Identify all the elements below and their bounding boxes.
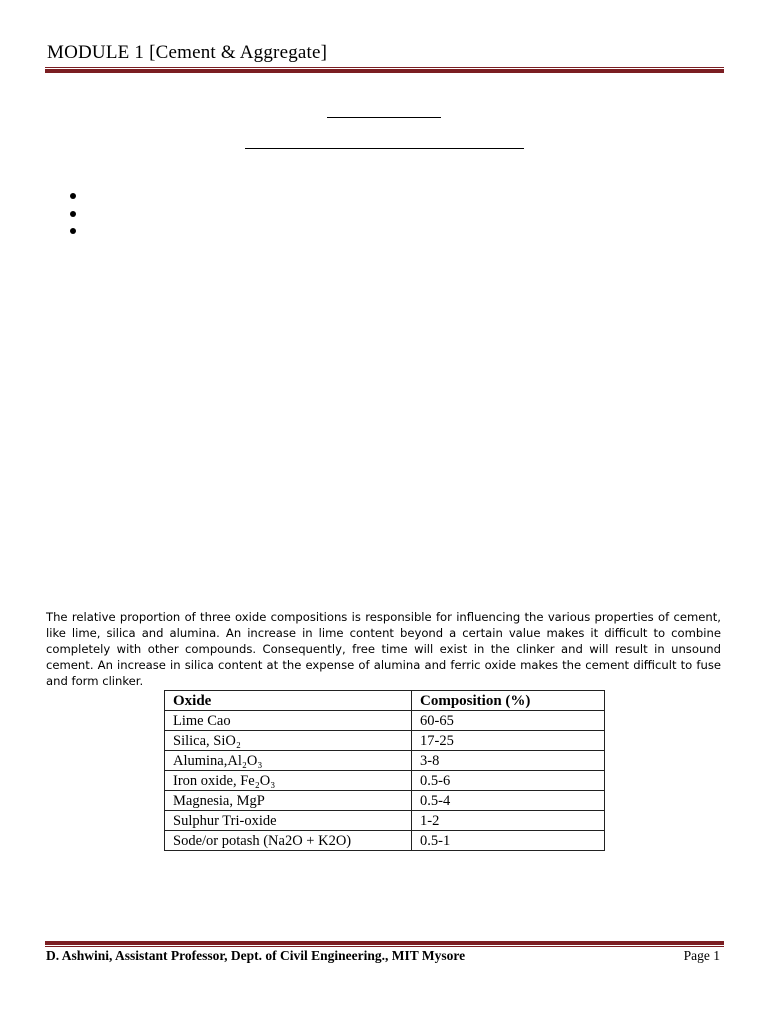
bullet-point bbox=[70, 228, 76, 234]
table-row bbox=[165, 751, 605, 771]
column-header-composition: Composition (%) bbox=[412, 691, 605, 711]
oxide-cell: Sulphur Tri-oxide bbox=[165, 811, 412, 831]
table-row bbox=[165, 811, 605, 831]
table-row bbox=[165, 731, 605, 751]
composition-cell: 1-2 bbox=[412, 811, 605, 831]
oxide-cell: Sode/or potash (Na2O + K2O) bbox=[165, 831, 412, 851]
footer-rule-thick bbox=[45, 941, 724, 945]
oxide-cell: Magnesia, MgP bbox=[165, 791, 412, 811]
body-paragraph: The relative proportion of three oxide compositions is responsible for influencing the various properties of cement, like lime, silica and alumina. An increase in lime content beyond a certain value makes it difficult to combine completely with other compounds. Consequently, free time will exist in the clinker and will result in unsound cement. An increase in silica content at the expense of alumina and ferric oxide makes the cement difficult to fuse and form clinker. bbox=[46, 610, 721, 688]
bullet-point bbox=[70, 193, 76, 199]
table-row bbox=[165, 791, 605, 811]
heading-underline-long bbox=[245, 148, 524, 149]
composition-cell: 0.5-1 bbox=[412, 831, 605, 851]
oxide-cell: Iron oxide, Fe₂O₃ bbox=[165, 771, 412, 791]
bullet-point bbox=[70, 211, 76, 217]
oxide-cell: Alumina,Al₂O₃ bbox=[165, 751, 412, 771]
heading-underline-short bbox=[327, 117, 441, 118]
page-header-title: MODULE 1 [Cement & Aggregate] bbox=[47, 42, 328, 63]
footer-page-number: Page 1 bbox=[683, 948, 720, 963]
header-rule-thin bbox=[45, 67, 724, 68]
composition-cell: 3-8 bbox=[412, 751, 605, 771]
footer-rule-thin bbox=[45, 946, 724, 947]
table-row bbox=[165, 711, 605, 731]
oxide-composition-table bbox=[164, 690, 605, 851]
header-rule-thick bbox=[45, 69, 724, 73]
table-header-row bbox=[165, 691, 605, 711]
footer-author: D. Ashwini, Assistant Professor, Dept. of Civil Engineering., MIT Mysore bbox=[46, 948, 466, 963]
table-row bbox=[165, 831, 605, 851]
oxide-cell: Silica, SiO₂ bbox=[165, 731, 412, 751]
table-row bbox=[165, 771, 605, 791]
oxide-cell: Lime Cao bbox=[165, 711, 412, 731]
composition-cell: 0.5-6 bbox=[412, 771, 605, 791]
composition-cell: 60-65 bbox=[412, 711, 605, 731]
column-header-oxide: Oxide bbox=[165, 691, 412, 711]
composition-cell: 17-25 bbox=[412, 731, 605, 751]
composition-cell: 0.5-4 bbox=[412, 791, 605, 811]
